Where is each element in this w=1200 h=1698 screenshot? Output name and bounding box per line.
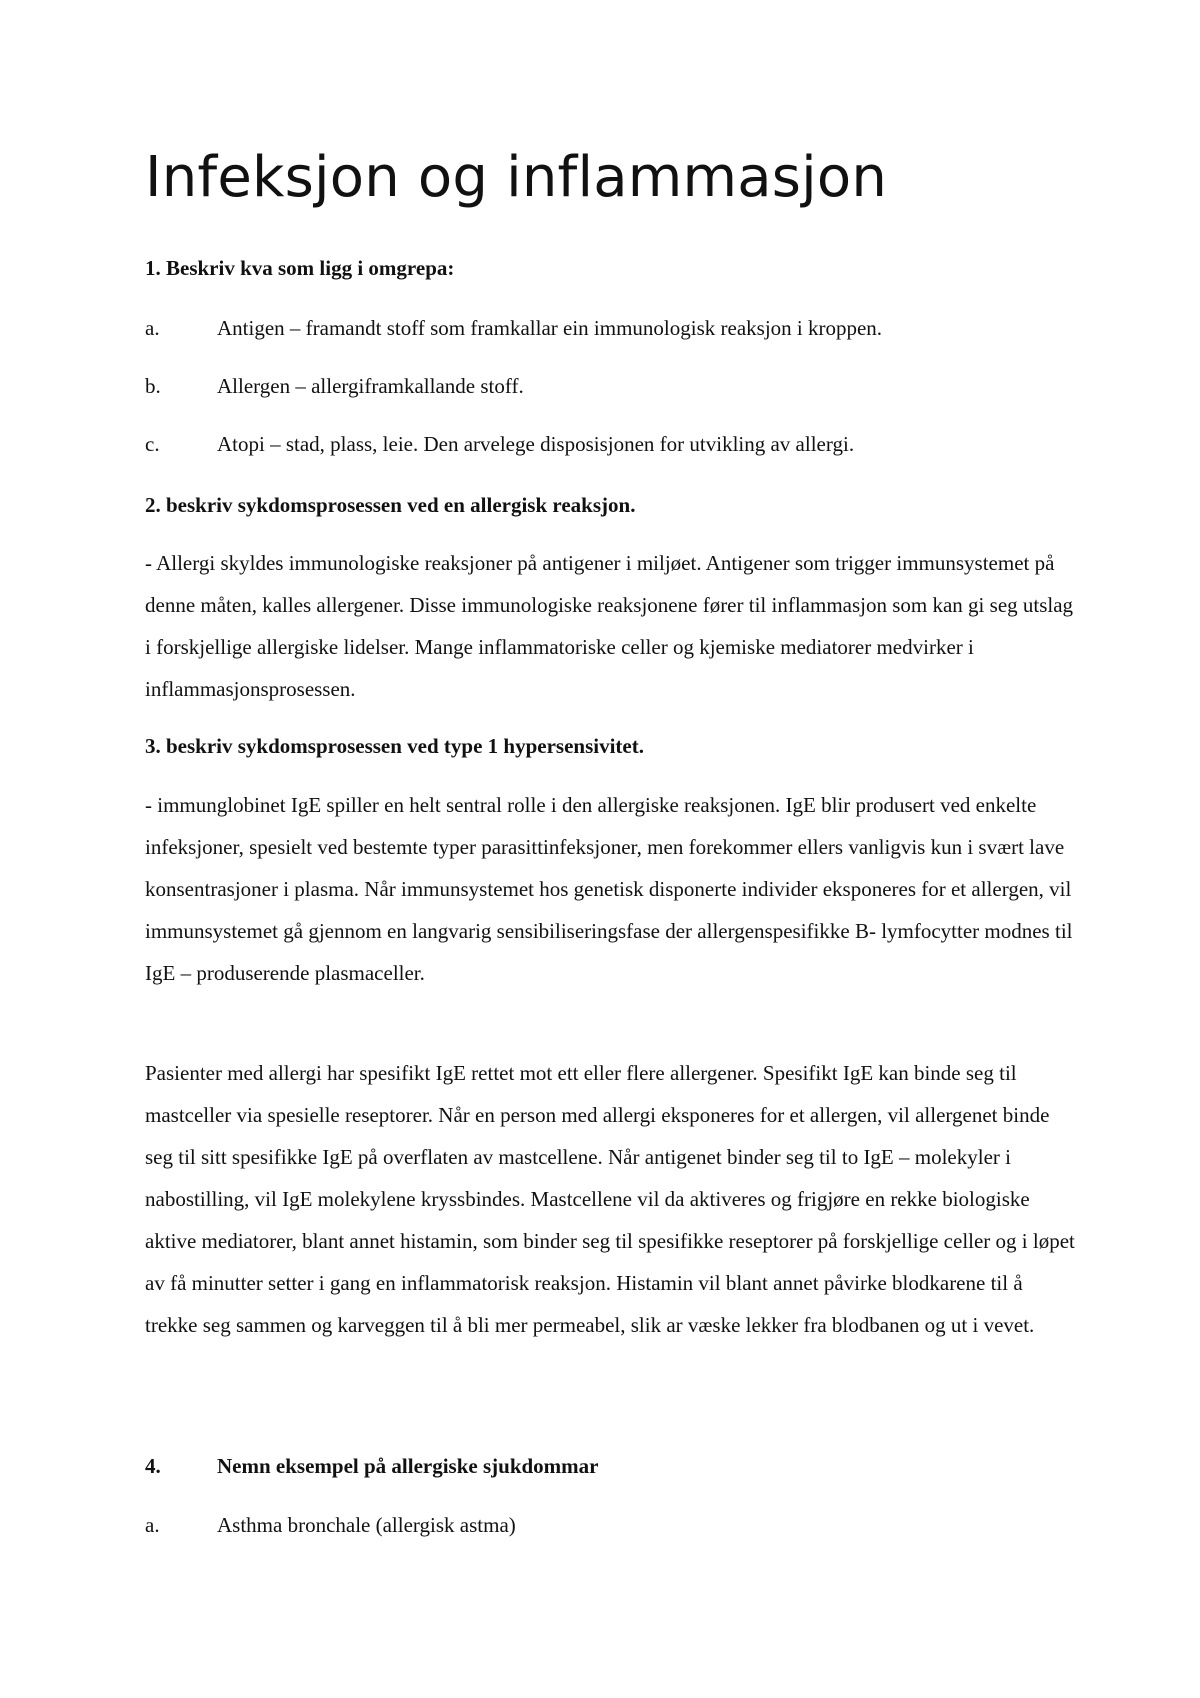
- question-1-heading: 1. Beskriv kva som ligg i omgrepa:: [145, 256, 455, 280]
- question-number: 4.: [145, 1454, 161, 1478]
- example-item-asthma: [145, 1504, 1080, 1546]
- list-marker: b.: [145, 374, 161, 398]
- list-marker: a.: [145, 316, 160, 340]
- definition-item-antigen: [145, 307, 1080, 349]
- question-3-answer-paragraph-1: - immunglobinet IgE spiller en helt sentral rolle i den allergiske reaksjonen. IgE blir produsert ved enkelte infeksjoner, spesielt ved bestemte typer parasittinfeksjoner, men forekommer ellers vanligvis kun i svært lave konsentrasjoner i plasma. Når immunsystemet hos genetisk disponerte individer eksponeres for et allergen, vil immunsystemet gå gjennom en langvarig sensibiliseringsfase der allergenspesifikke B- lymfocytter modnes til IgE – produserende plasmaceller.: [145, 793, 1073, 985]
- question-4-heading-text: Nemn eksempel på allergiske sjukdommar: [217, 1454, 599, 1478]
- question-2-heading: 2. beskriv sykdomsprosessen ved en allergisk reaksjon.: [145, 493, 636, 517]
- list-item-text: Asthma bronchale (allergisk astma): [217, 1513, 516, 1537]
- question-3-heading: 3. beskriv sykdomsprosessen ved type 1 hypersensivitet.: [145, 734, 644, 758]
- list-marker: c.: [145, 432, 160, 456]
- question-2-answer: - Allergi skyldes immunologiske reaksjoner på antigener i miljøet. Antigener som trigger immunsystemet på denne måten, kalles allergener. Disse immunologiske reaksjonene fører til inflammasjon som kan gi seg utslag i forskjellige allergiske lidelser. Mange inflammatoriske celler og kjemiske mediatorer medvirker i inflammasjonsprosessen.: [145, 551, 1074, 701]
- definition-item-atopi: [145, 423, 1080, 465]
- question-3-answer-paragraph-2: Pasienter med allergi har spesifikt IgE rettet mot ett eller flere allergener. Spesifikt IgE kan binde seg til mastceller via spesielle reseptorer. Når en person med allergi eksponeres for et allergen, vil allergenet binde seg til sitt spesifikke IgE på overflaten av mastcellene. Når antigenet binder seg til to IgE – molekyler i nabostilling, vil IgE molekylene kryssbindes. Mastcellene vil da aktiveres og frigjøre en rekke biologiske aktive mediatorer, blant annet histamin, som binder seg til spesifikke reseptorer på forskjellige celler og i løpet av få minutter setter i gang en inflammatorisk reaksjon. Histamin vil blant annet påvirke blodkarene til å trekke seg sammen og karveggen til å bli mer permeabel, slik ar væske lekker fra blodbanen og ut i vevet.: [145, 1061, 1075, 1337]
- list-item-text: Atopi – stad, plass, leie. Den arvelege disposisjonen for utvikling av allergi.: [217, 432, 855, 456]
- list-item-text: Antigen – framandt stoff som framkallar ein immunologisk reaksjon i kroppen.: [217, 316, 883, 340]
- document-title: Infeksjon og inflammasjon: [145, 145, 888, 210]
- list-marker: a.: [145, 1513, 160, 1537]
- definition-item-allergen: [145, 365, 1080, 407]
- question-4-heading: [145, 1445, 1080, 1487]
- list-item-text: Allergen – allergiframkallande stoff.: [217, 374, 524, 398]
